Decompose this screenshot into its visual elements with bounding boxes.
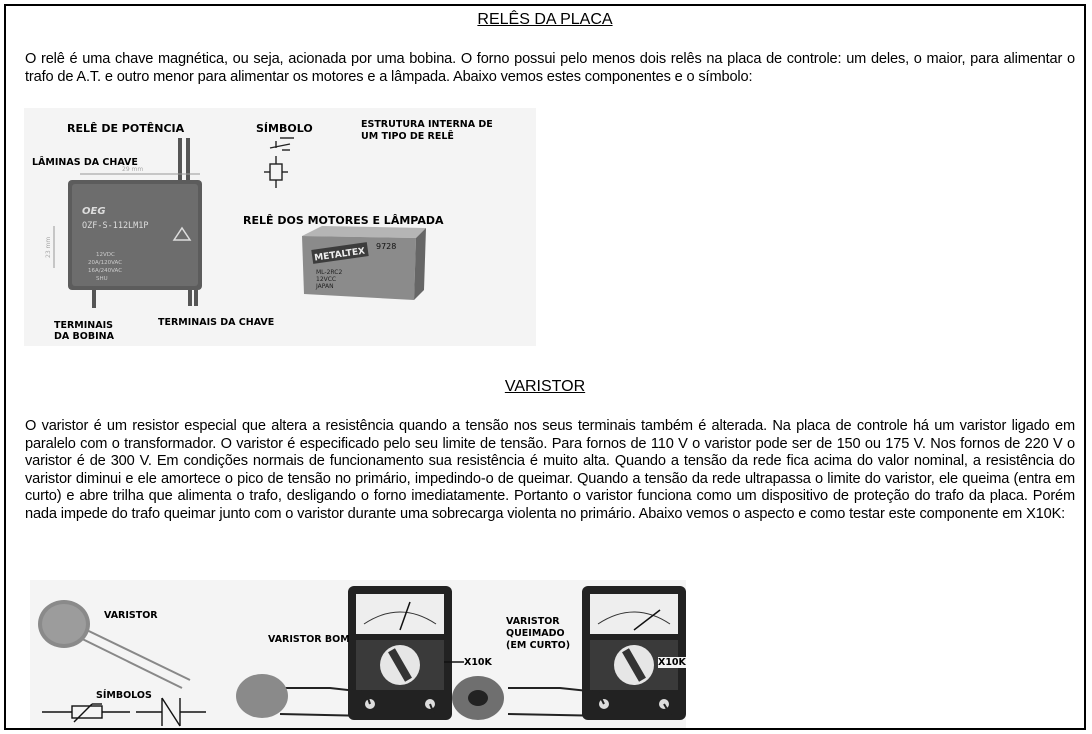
small-relay-code: 9728 (376, 242, 397, 251)
label-structure-2: UM TIPO DE RELÊ (361, 131, 454, 142)
label-burnt-2: QUEIMADO (506, 628, 565, 639)
relay-spec-4: SHU (96, 276, 108, 282)
label-varistor: VARISTOR (104, 610, 158, 621)
varistor-under-test-good (236, 674, 288, 718)
relay-dim-width: 29 mm (122, 166, 144, 173)
small-relay-voltage: 12VCC (316, 276, 337, 283)
varistor-illustration (30, 580, 686, 728)
section-title-reles: RELÊS DA PLACA (477, 11, 613, 28)
bidirectional-diode-symbol-icon (136, 698, 206, 726)
relay-figure (24, 108, 536, 346)
label-symbols: SÍMBOLOS (96, 690, 152, 701)
section-title-varistor: VARISTOR (504, 378, 586, 395)
label-range-2: X10K (658, 657, 686, 668)
relay-spec-3: 16A/240VAC (88, 268, 123, 274)
label-varistor-good: VARISTOR BOM (268, 634, 350, 645)
label-switch-terminals: TERMINAIS DA CHAVE (158, 317, 275, 328)
small-relay-model: ML-2RC2 (316, 269, 343, 276)
label-motor-relay: RELÊ DOS MOTORES E LÂMPADA (243, 214, 444, 227)
relay-symbol-icon (264, 138, 294, 188)
relay-illustration (24, 108, 536, 346)
small-relay-brand: METALTEX (313, 246, 366, 264)
label-coil-terminals-1: TERMINAIS (54, 320, 113, 331)
label-symbol: SÍMBOLO (256, 122, 313, 135)
varistor-symbol-icon (42, 704, 130, 722)
label-switch-blades: LÂMINAS DA CHAVE (32, 157, 138, 168)
label-burnt-3: (EM CURTO) (506, 640, 571, 651)
varistor-figure (30, 580, 686, 728)
paragraph-reles: O relê é uma chave magnética, ou seja, acionada por uma bobina. O forno possui pelo menos dois relês na placa de controle: um deles, o maior, para alimentar o trafo de A.T. e outro menor para alimentar os motores e a lâmpada. Abaixo vemos estes componentes e o símbolo: (25, 51, 1075, 85)
label-structure-1: ESTRUTURA INTERNA DE (361, 119, 493, 130)
label-coil-terminals-2: DA BOBINA (54, 331, 114, 342)
relay-spec-1: 12VDC (96, 252, 115, 258)
label-burnt-1: VARISTOR (506, 616, 560, 627)
small-relay-origin: JAPAN (316, 283, 334, 290)
label-power-relay: RELÊ DE POTÊNCIA (67, 122, 185, 135)
document-frame (4, 4, 1086, 730)
multimeter-burnt (582, 586, 686, 720)
multimeter-good (348, 586, 464, 720)
relay-brand-text: OEG (82, 206, 106, 217)
relay-spec-2: 20A/120VAC (88, 260, 123, 266)
label-range-1: X10K (464, 657, 492, 668)
relay-model-text: OZF-S-112LM1P (82, 221, 149, 231)
paragraph-varistor: O varistor é um resistor especial que altera a resistência quando a tensão nos seus terminais também é alterada. Na placa de controle há um varistor ligado em paralelo com o transformador. O varistor é especificado pelo seu limite de tensão. Para fornos de 110 V o varistor pode ser de 150 ou 175 V. Nos fornos de 220 V o varistor é de 300 V. Em condições normais de funcionamento sua resistência é muito alta. Quando a tensão da rede fica acima do valor nominal, a resistência do varistor diminui e ele amortece o pico de tensão no primário, impedindo-o de queimar. Quando a tensão da rede ultrapassa o limite do varistor, ele queima (entra em curto) e abre trilha que alimenta o trafo, desligando o forno imediatamente. Portanto o varistor funciona como um dispositivo de proteção do trafo da placa. Porém nada impede do trafo queimar junto com o varistor durante uma sobrecarga violenta no primário. Abaixo vemos o aspecto e como testar este componente em X10K: (25, 418, 1075, 522)
relay-dim-height: 23 mm (45, 236, 52, 258)
